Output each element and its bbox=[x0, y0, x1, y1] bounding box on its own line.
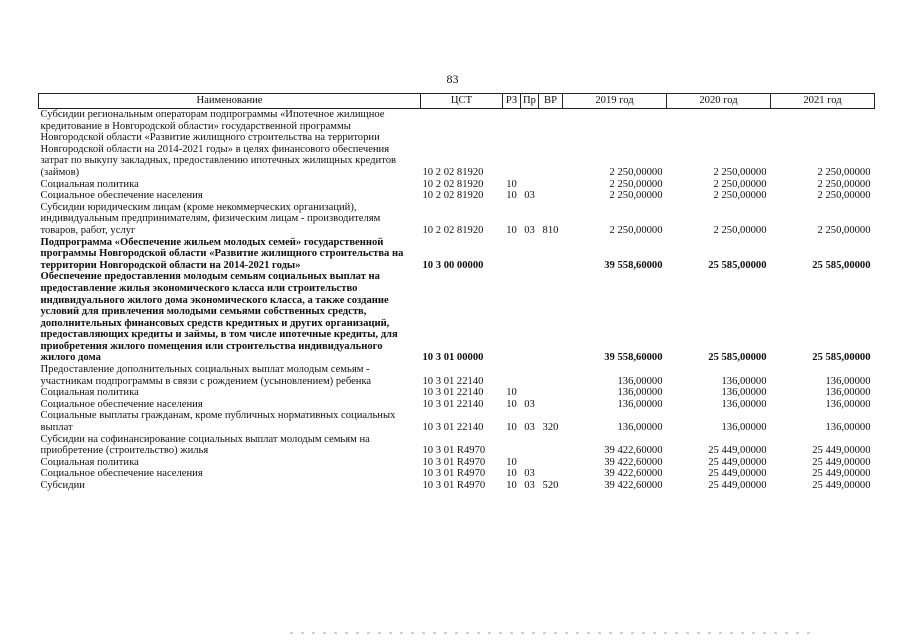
row-2021: 25 449,00000 bbox=[812, 456, 871, 468]
row-2019: 136,00000 bbox=[617, 387, 663, 399]
row-2019: 39 422,60000 bbox=[604, 445, 663, 457]
row-vr bbox=[539, 179, 563, 191]
row-2019: 136,00000 bbox=[617, 398, 663, 410]
table-row bbox=[39, 457, 875, 469]
row-2021: 136,00000 bbox=[825, 375, 871, 387]
row-2020: 2 250,00000 bbox=[713, 166, 767, 178]
row-pr: 03 bbox=[524, 480, 535, 491]
row-pr: 03 bbox=[524, 422, 535, 434]
row-pr bbox=[521, 237, 539, 272]
row-rz bbox=[503, 434, 521, 457]
row-name: Субсидии bbox=[40, 480, 85, 491]
row-rz: 10 bbox=[506, 398, 517, 410]
row-cst: 10 3 00 00000 bbox=[422, 259, 484, 271]
row-name: Социальные выплаты гражданам, кроме публичных нормативных социальных выплат bbox=[40, 410, 396, 434]
row-2019: 2 250,00000 bbox=[609, 190, 663, 202]
row-vr bbox=[539, 190, 563, 202]
row-pr bbox=[521, 271, 539, 364]
row-2021: 136,00000 bbox=[825, 387, 871, 399]
row-cst: 10 2 02 81920 bbox=[422, 178, 484, 190]
row-2019: 2 250,00000 bbox=[609, 224, 663, 236]
row-vr bbox=[539, 468, 563, 480]
row-2021: 25 449,00000 bbox=[812, 468, 871, 480]
row-pr bbox=[521, 179, 539, 191]
row-cst: 10 3 01 R4970 bbox=[422, 445, 486, 457]
table-row bbox=[39, 434, 875, 457]
header-cst: ЦСТ bbox=[421, 94, 503, 109]
row-cst: 10 3 01 22140 bbox=[422, 375, 484, 387]
row-rz bbox=[503, 364, 521, 387]
row-name: Субсидии региональным операторам подпрограммы «Ипотечное жилищное кредитование в Новгородской области» государственной программы Новгородской области «Развитие жилищного строительства на территории Новгородской области на 2014-2021 годы» в целях финансового обеспечения затрат по выкупу закладных, предоставлению ипотечных жилищных кредитов (займов) bbox=[40, 109, 397, 178]
header-vr: ВР bbox=[539, 94, 563, 109]
row-name: Социальная политика bbox=[40, 387, 139, 399]
row-2019: 39 422,60000 bbox=[604, 468, 663, 480]
row-rz: 10 bbox=[506, 178, 517, 190]
table-row bbox=[39, 399, 875, 411]
row-name: Социальная политика bbox=[40, 178, 139, 190]
row-pr bbox=[521, 457, 539, 469]
row-cst: 10 3 01 R4970 bbox=[422, 480, 486, 491]
row-name: Обеспечение предоставления молодым семьям социальных выплат на предоставление жилья экономического класса или строительство индивидуального жилого дома экономического класса, а также создание условий для привлечения молодыми семьями собственных средств, дополнительных финансовых средств кредитных и других организаций, предоставляющих кредиты и займы, в том числе ипотечные кредиты, для приобретения жилого помещения или строительства индивидуального жилого дома bbox=[40, 271, 398, 364]
row-2021: 25 449,00000 bbox=[812, 445, 871, 457]
row-vr: 320 bbox=[542, 422, 559, 434]
header-2019: 2019 год bbox=[563, 94, 667, 109]
row-cst: 10 3 01 22140 bbox=[422, 387, 484, 399]
row-2019: 2 250,00000 bbox=[609, 178, 663, 190]
row-vr bbox=[539, 399, 563, 411]
row-2020: 25 449,00000 bbox=[708, 456, 767, 468]
row-rz bbox=[503, 109, 521, 179]
row-2021: 136,00000 bbox=[825, 422, 871, 434]
row-2019: 39 558,60000 bbox=[604, 259, 663, 271]
table-row bbox=[39, 109, 875, 179]
row-2019: 136,00000 bbox=[617, 422, 663, 434]
table-body bbox=[39, 109, 875, 492]
row-rz: 10 bbox=[506, 190, 517, 202]
row-name: Субсидии юридическим лицам (кроме некоммерческих организаций), индивидуальным предпринимателям, физическим лицам - производителям товаров, работ, услуг bbox=[40, 201, 381, 236]
header-name: Наименование bbox=[39, 94, 421, 109]
row-2020: 136,00000 bbox=[721, 375, 767, 387]
table-row bbox=[39, 387, 875, 399]
header-2020: 2020 год bbox=[667, 94, 771, 109]
row-pr: 03 bbox=[524, 190, 535, 202]
row-vr bbox=[539, 271, 563, 364]
row-name: Социальное обеспечение населения bbox=[40, 468, 203, 480]
table-row bbox=[39, 237, 875, 272]
row-2020: 25 449,00000 bbox=[708, 468, 767, 480]
row-pr bbox=[521, 109, 539, 179]
row-cst: 10 3 01 R4970 bbox=[422, 456, 486, 468]
row-cst: 10 3 01 00000 bbox=[422, 352, 484, 364]
budget-table bbox=[38, 93, 875, 492]
row-cst: 10 3 01 22140 bbox=[422, 422, 484, 434]
row-2020: 2 250,00000 bbox=[713, 224, 767, 236]
row-2021: 2 250,00000 bbox=[817, 166, 871, 178]
row-pr bbox=[521, 364, 539, 387]
row-2020: 25 585,00000 bbox=[708, 352, 767, 364]
row-pr bbox=[521, 387, 539, 399]
table-header-row bbox=[39, 94, 875, 109]
row-cst: 10 3 01 22140 bbox=[422, 398, 484, 410]
row-2019: 39 422,60000 bbox=[604, 456, 663, 468]
row-rz: 10 bbox=[506, 224, 517, 236]
row-2021: 25 449,00000 bbox=[812, 480, 871, 491]
header-rz: РЗ bbox=[503, 94, 521, 109]
header-pr: Пр bbox=[521, 94, 539, 109]
row-2020: 25 585,00000 bbox=[708, 259, 767, 271]
row-name: Социальное обеспечение населения bbox=[40, 398, 203, 410]
table-row bbox=[39, 410, 875, 433]
row-vr: 520 bbox=[542, 480, 559, 491]
row-rz: 10 bbox=[506, 456, 517, 468]
row-name: Предоставление дополнительных социальных выплат молодым семьям - участникам подпрограммы в связи с рождением (усыновлением) ребенка bbox=[40, 364, 372, 387]
row-vr bbox=[539, 434, 563, 457]
row-2019: 136,00000 bbox=[617, 375, 663, 387]
row-2019: 39 558,60000 bbox=[604, 352, 663, 364]
table-row bbox=[39, 202, 875, 237]
table-row bbox=[39, 468, 875, 480]
header-2021: 2021 год bbox=[771, 94, 875, 109]
row-name: Социальное обеспечение населения bbox=[40, 190, 203, 202]
row-2020: 25 449,00000 bbox=[708, 480, 767, 491]
row-2020: 25 449,00000 bbox=[708, 445, 767, 457]
row-pr: 03 bbox=[524, 398, 535, 410]
row-2020: 136,00000 bbox=[721, 398, 767, 410]
row-2019: 2 250,00000 bbox=[609, 166, 663, 178]
row-name: Социальная политика bbox=[40, 456, 139, 468]
table-row bbox=[39, 364, 875, 387]
row-vr bbox=[539, 237, 563, 272]
row-rz bbox=[503, 237, 521, 272]
row-rz: 10 bbox=[506, 480, 517, 491]
row-vr bbox=[539, 387, 563, 399]
row-2020: 2 250,00000 bbox=[713, 190, 767, 202]
row-cst: 10 2 02 81920 bbox=[422, 224, 484, 236]
row-2021: 25 585,00000 bbox=[812, 259, 871, 271]
page-number: 83 bbox=[446, 72, 459, 86]
scan-artifact bbox=[290, 632, 810, 634]
row-rz: 10 bbox=[506, 422, 517, 434]
row-2021: 2 250,00000 bbox=[817, 178, 871, 190]
row-cst: 10 2 02 81920 bbox=[422, 166, 484, 178]
row-2020: 2 250,00000 bbox=[713, 178, 767, 190]
row-2021: 2 250,00000 bbox=[817, 190, 871, 202]
table-row bbox=[39, 480, 875, 492]
table-row bbox=[39, 271, 875, 364]
row-2021: 25 585,00000 bbox=[812, 352, 871, 364]
row-pr bbox=[521, 434, 539, 457]
row-rz: 10 bbox=[506, 468, 517, 480]
row-pr: 03 bbox=[524, 468, 535, 480]
row-pr: 03 bbox=[524, 224, 535, 236]
row-rz bbox=[503, 271, 521, 364]
row-2021: 136,00000 bbox=[825, 398, 871, 410]
row-name: Подпрограмма «Обеспечение жильем молодых семей» государственной программы Новгородской области «Развитие жилищного строительства на территории Новгородской области на 2014-2021 годы» bbox=[40, 236, 404, 271]
row-2020: 136,00000 bbox=[721, 422, 767, 434]
row-cst: 10 2 02 81920 bbox=[422, 190, 484, 202]
row-vr: 810 bbox=[542, 224, 559, 236]
row-cst: 10 3 01 R4970 bbox=[422, 468, 486, 480]
row-vr bbox=[539, 364, 563, 387]
row-vr bbox=[539, 109, 563, 179]
row-2020: 136,00000 bbox=[721, 387, 767, 399]
row-rz: 10 bbox=[506, 387, 517, 399]
table-row bbox=[39, 190, 875, 202]
row-2021: 2 250,00000 bbox=[817, 224, 871, 236]
table-row bbox=[39, 179, 875, 191]
row-name: Субсидии на софинансирование социальных выплат молодым семьям на приобретение (строительство) жилья bbox=[40, 433, 370, 457]
row-vr bbox=[539, 457, 563, 469]
row-2019: 39 422,60000 bbox=[604, 480, 663, 491]
